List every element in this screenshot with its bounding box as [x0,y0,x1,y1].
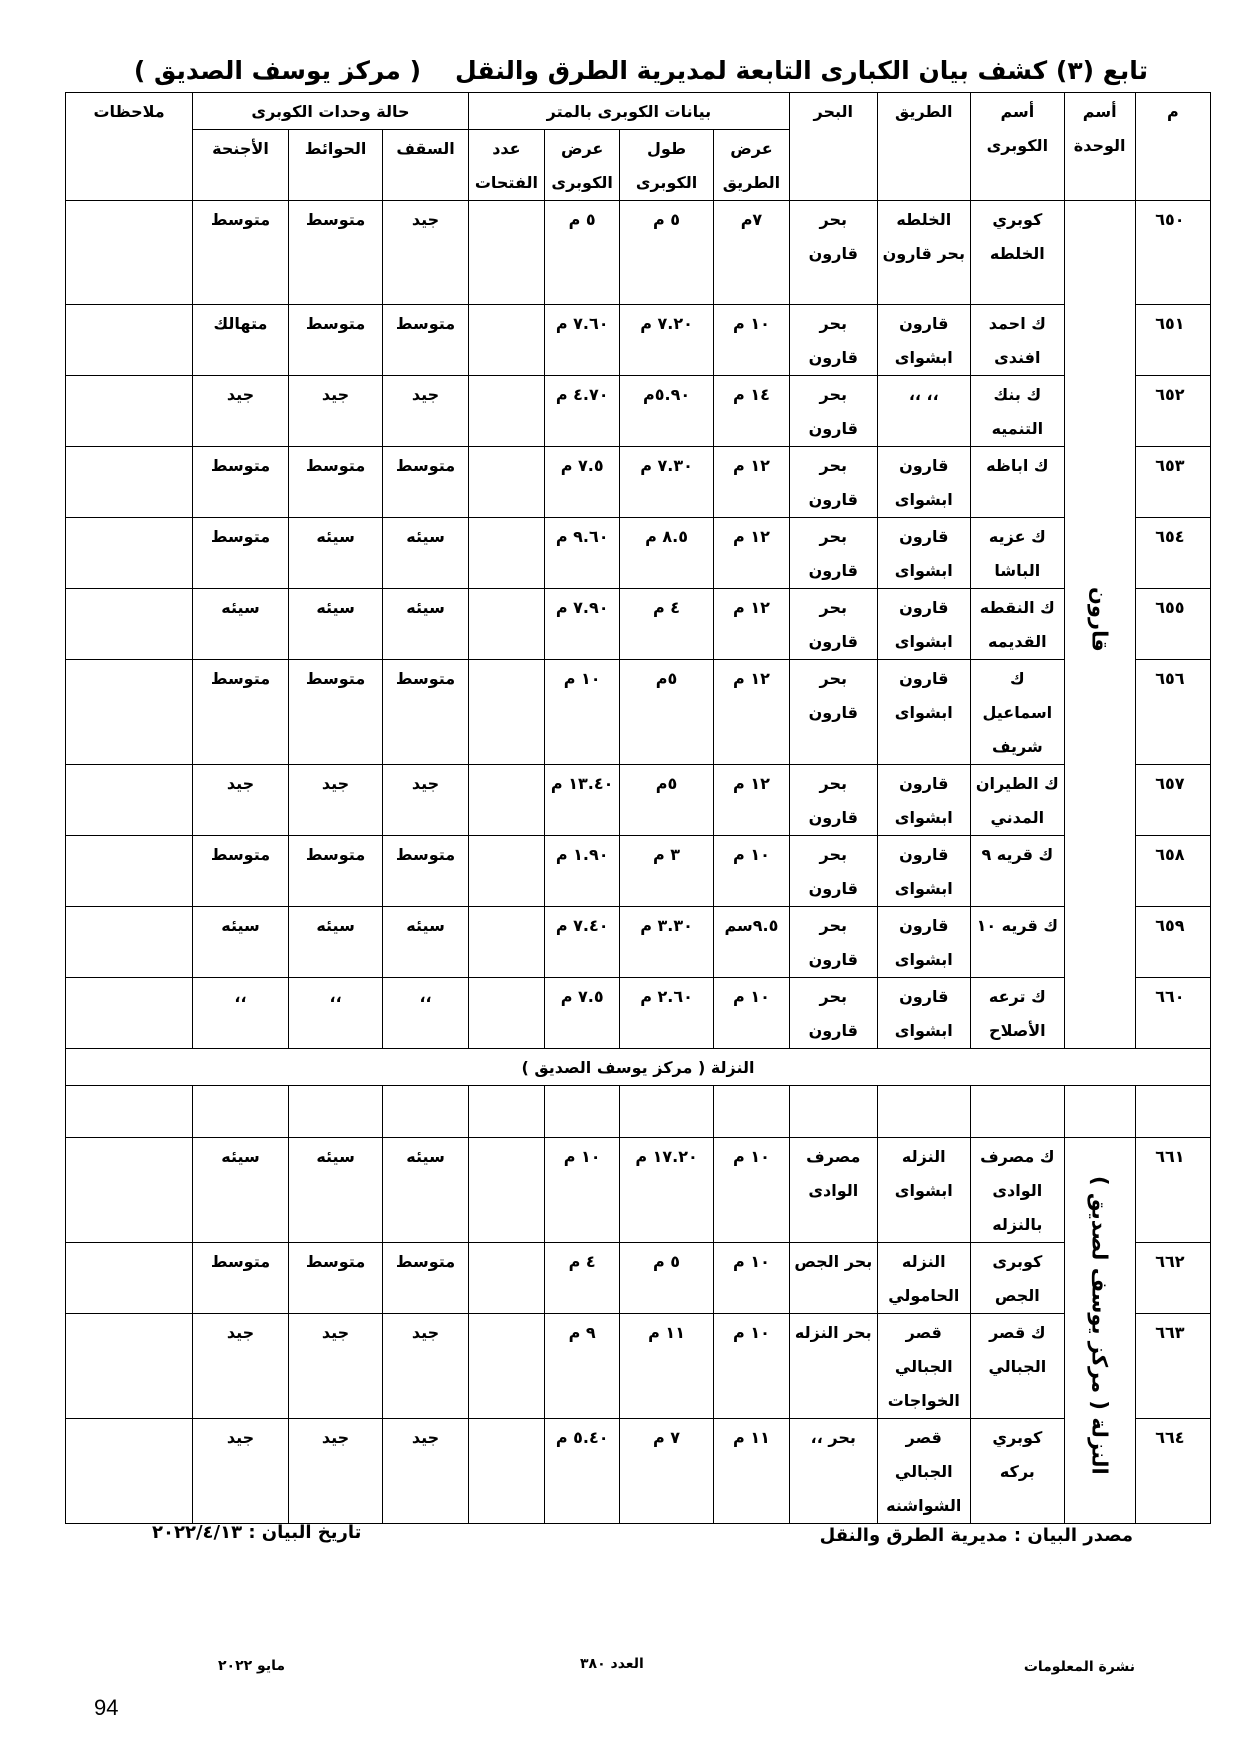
notes-cell [66,589,193,660]
bridge-name-cell: ك قريه ٩ [971,836,1065,907]
sea-name-cell: بحر قارون [790,978,877,1049]
roof-condition-cell: متوسط [383,1243,468,1314]
bridge-length-cell: ٥م [620,765,714,836]
wings-condition-cell: جيد [193,765,289,836]
footer-date: تاريخ البيان : ٢٠٢٢/٤/١٣ [152,1522,362,1543]
openings-cell [468,305,544,376]
title-center: ( مركز يوسف الصديق ) [133,56,422,85]
road-name-cell: قصر الجبالي الخواجات [877,1314,971,1419]
wings-condition-cell: جيد [193,1314,289,1419]
road-name-cell: النزله ابشواى [877,1138,971,1243]
walls-condition-cell: متوسط [288,836,383,907]
header-roof: السقف [383,130,468,201]
notes-cell [66,447,193,518]
bridge-length-cell: ٣.٣٠ م [620,907,714,978]
roof-condition-cell: سيئه [383,907,468,978]
bridge-width-cell: ٤ م [545,1243,620,1314]
road-width-cell: ١٠ م [713,1138,789,1243]
walls-condition-cell: سيئه [288,518,383,589]
roof-condition-cell: جيد [383,1314,468,1419]
notes-cell [66,1243,193,1314]
row-number-cell: ٦٥٠ [1135,201,1210,305]
bridge-width-cell: ١.٩٠ م [545,836,620,907]
road-name-cell: قارون ابشواى [877,660,971,765]
bridge-length-cell: ٧.٣٠ م [620,447,714,518]
road-name-cell: قارون ابشواى [877,447,971,518]
empty-row [66,1086,1211,1138]
table-row [66,1138,1211,1243]
bridge-width-cell: ١٠ م [545,660,620,765]
road-width-cell: ١٠ م [713,1243,789,1314]
row-number-cell: ٦٥٥ [1135,589,1210,660]
row-number-cell: ٦٥١ [1135,305,1210,376]
bridge-length-cell: ١٧.٢٠ م [620,1138,714,1243]
notes-cell [66,1138,193,1243]
bridge-length-cell: ٥ م [620,1243,714,1314]
header-bridge-length: طول الكوبرى [620,130,714,201]
table-row [66,660,1211,765]
roof-condition-cell: سيئه [383,518,468,589]
wings-condition-cell: جيد [193,1419,289,1524]
walls-condition-cell: متوسط [288,447,383,518]
empty-cell [193,1086,289,1138]
bridge-width-cell: ٤.٧٠ م [545,376,620,447]
empty-cell [288,1086,383,1138]
bridge-length-cell: ٢.٦٠ م [620,978,714,1049]
bridge-length-cell: ٣ م [620,836,714,907]
empty-cell [468,1086,544,1138]
bridge-length-cell: ٤ م [620,589,714,660]
empty-cell [66,1086,193,1138]
wings-condition-cell: متوسط [193,1243,289,1314]
sea-name-cell: بحر قارون [790,836,877,907]
header-bridge-width: عرض الكوبرى [545,130,620,201]
openings-cell [468,1138,544,1243]
table-row [66,1243,1211,1314]
bridge-name-cell: ك قريه ١٠ [971,907,1065,978]
sea-name-cell: بحر قارون [790,305,877,376]
walls-condition-cell: متوسط [288,305,383,376]
roof-condition-cell: متوسط [383,305,468,376]
bridge-name-cell: ك بنك التنميه [971,376,1065,447]
bridge-length-cell: ٥م [620,660,714,765]
bridge-width-cell: ٧.٥ م [545,447,620,518]
openings-cell [468,1314,544,1419]
footer-publication: نشرة المعلومات [1023,1659,1135,1675]
walls-condition-cell: جيد [288,376,383,447]
walls-condition-cell: جيد [288,765,383,836]
road-width-cell: ١٠ م [713,978,789,1049]
openings-cell [468,447,544,518]
bridge-width-cell: ٩ م [545,1314,620,1419]
openings-cell [468,907,544,978]
row-number-cell: ٦٥٦ [1135,660,1210,765]
road-width-cell: ١٢ م [713,447,789,518]
header-unit: أسم الوحدة [1064,93,1135,201]
bridge-name-cell: ك اسماعيل شريف [971,660,1065,765]
notes-cell [66,765,193,836]
road-width-cell: ٩.٥سم [713,907,789,978]
sea-name-cell: بحر قارون [790,201,877,305]
header-road: الطريق [877,93,971,201]
walls-condition-cell: متوسط [288,1243,383,1314]
section-title: النزلة ( مركز يوسف الصديق ) [66,1049,1211,1086]
road-name-cell: قصر الجبالي الشواشنه [877,1419,971,1524]
openings-cell [468,660,544,765]
header-row-1 [66,93,1211,130]
bridge-width-cell: ٧.٤٠ م [545,907,620,978]
bridge-width-cell: ٩.٦٠ م [545,518,620,589]
bridge-name-cell: ك قصر الجبالي [971,1314,1065,1419]
empty-cell [877,1086,971,1138]
table-row [66,765,1211,836]
sea-name-cell: بحر الجص [790,1243,877,1314]
walls-condition-cell: جيد [288,1419,383,1524]
sea-name-cell: بحر قارون [790,660,877,765]
footer-month: مايو ٢٠٢٢ [218,1658,286,1674]
walls-condition-cell: متوسط [288,660,383,765]
openings-cell [468,589,544,660]
walls-condition-cell: سيئه [288,1138,383,1243]
unit-cell-qaroun [1064,201,1135,1049]
row-number-cell: ٦٥٩ [1135,907,1210,978]
wings-condition-cell: ،، [193,978,289,1049]
wings-condition-cell: سيئه [193,589,289,660]
sea-name-cell: بحر قارون [790,589,877,660]
table-row [66,589,1211,660]
bridge-length-cell: ٥ م [620,201,714,305]
roof-condition-cell: جيد [383,765,468,836]
bridge-name-cell: كوبري بركه [971,1419,1065,1524]
bridge-length-cell: ٥.٩٠م [620,376,714,447]
header-notes: ملاحظات [66,93,193,201]
footer-issue: العدد ٣٨٠ [580,1656,644,1672]
road-name-cell: قارون ابشواى [877,765,971,836]
openings-cell [468,836,544,907]
bridge-name-cell: ك الطيران المدني [971,765,1065,836]
empty-cell [971,1086,1065,1138]
road-width-cell: ١٠ م [713,836,789,907]
notes-cell [66,1314,193,1419]
notes-cell [66,305,193,376]
openings-cell [468,1419,544,1524]
roof-condition-cell: جيد [383,376,468,447]
header-walls: الحوائط [288,130,383,201]
wings-condition-cell: متوسط [193,660,289,765]
row-number-cell: ٦٦٣ [1135,1314,1210,1419]
row-number-cell: ٦٦٢ [1135,1243,1210,1314]
bridge-name-cell: ك النقطه القديمه [971,589,1065,660]
road-width-cell: ١٠ م [713,305,789,376]
roof-condition-cell: جيد [383,1419,468,1524]
header-road-width: عرض الطريق [713,130,789,201]
table-row [66,305,1211,376]
bridge-name-cell: ك احمد افندى [971,305,1065,376]
row-number-cell: ٦٦١ [1135,1138,1210,1243]
bridge-name-cell: كوبرى الجص [971,1243,1065,1314]
road-name-cell: قارون ابشواى [877,836,971,907]
header-bridge: أسم الكوبرى [971,93,1065,201]
row-number-cell: ٦٦٤ [1135,1419,1210,1524]
road-width-cell: ١٤ م [713,376,789,447]
wings-condition-cell: سيئه [193,907,289,978]
header-wings: الأجنحة [193,130,289,201]
wings-condition-cell: متوسط [193,518,289,589]
table-row [66,447,1211,518]
header-data-group: بيانات الكوبرى بالمتر [468,93,789,130]
wings-condition-cell: جيد [193,376,289,447]
walls-condition-cell: سيئه [288,907,383,978]
road-width-cell: ٧م [713,201,789,305]
bridge-width-cell: ٥ م [545,201,620,305]
row-number-cell: ٦٦٠ [1135,978,1210,1049]
header-openings: عدد الفتحات [468,130,544,201]
walls-condition-cell: متوسط [288,201,383,305]
roof-condition-cell: ،، [383,978,468,1049]
walls-condition-cell: سيئه [288,589,383,660]
sea-name-cell: بحر ،، [790,1419,877,1524]
notes-cell [66,978,193,1049]
table-row [66,978,1211,1049]
table-row [66,907,1211,978]
notes-cell [66,836,193,907]
openings-cell [468,978,544,1049]
row-number-cell: ٦٥٨ [1135,836,1210,907]
wings-condition-cell: سيئه [193,1138,289,1243]
roof-condition-cell: سيئه [383,589,468,660]
bridge-length-cell: ٧ م [620,1419,714,1524]
road-name-cell: قارون ابشواى [877,305,971,376]
page-title [133,56,1148,85]
openings-cell [468,1243,544,1314]
bridge-width-cell: ٧.٩٠ م [545,589,620,660]
sea-name-cell: بحر قارون [790,907,877,978]
road-width-cell: ١٢ م [713,660,789,765]
walls-condition-cell: ،، [288,978,383,1049]
road-width-cell: ١٢ م [713,765,789,836]
header-cond-group: حالة وحدات الكوبرى [193,93,469,130]
empty-cell [713,1086,789,1138]
empty-cell [790,1086,877,1138]
table-row [66,376,1211,447]
road-width-cell: ١٢ م [713,518,789,589]
bridges-table [65,92,1211,1524]
walls-condition-cell: جيد [288,1314,383,1419]
road-name-cell: الخلطه بحر قارون [877,201,971,305]
road-width-cell: ١٠ م [713,1314,789,1419]
roof-condition-cell: جيد [383,201,468,305]
bridge-name-cell: كوبري الخلطه [971,201,1065,305]
road-name-cell: قارون ابشواى [877,907,971,978]
row-number-cell: ٦٥٢ [1135,376,1210,447]
bridge-width-cell: ٥.٤٠ م [545,1419,620,1524]
row-number-cell: ٦٥٤ [1135,518,1210,589]
openings-cell [468,765,544,836]
wings-condition-cell: متهالك [193,305,289,376]
sea-name-cell: بحر قارون [790,376,877,447]
header-sea: البحر [790,93,877,201]
roof-condition-cell: سيئه [383,1138,468,1243]
row-number-cell: ٦٥٧ [1135,765,1210,836]
empty-cell [383,1086,468,1138]
bridge-width-cell: ٧.٦٠ م [545,305,620,376]
sea-name-cell: بحر قارون [790,765,877,836]
empty-cell [1064,1086,1135,1138]
road-name-cell: قارون ابشواى [877,978,971,1049]
openings-cell [468,518,544,589]
section-row [66,1049,1211,1086]
wings-condition-cell: متوسط [193,201,289,305]
table-row [66,518,1211,589]
row-number-cell: ٦٥٣ [1135,447,1210,518]
road-name-cell: قارون ابشواى [877,589,971,660]
sea-name-cell: بحر النزله [790,1314,877,1419]
bridge-name-cell: ك اباظه [971,447,1065,518]
empty-cell [620,1086,714,1138]
bridge-name-cell: ك ترعه الأصلاح [971,978,1065,1049]
road-width-cell: ١١ م [713,1419,789,1524]
sea-name-cell: بحر قارون [790,447,877,518]
road-name-cell: قارون ابشواى [877,518,971,589]
footer-source: مصدر البيان : مديرية الطرق والنقل [819,1525,1133,1546]
wings-condition-cell: متوسط [193,447,289,518]
sea-name-cell: مصرف الوادى [790,1138,877,1243]
unit-label: النزلة ( مركز يوسف لصديق ) [1087,1176,1112,1475]
bridge-width-cell: ١٣.٤٠ م [545,765,620,836]
notes-cell [66,201,193,305]
table-row [66,1314,1211,1419]
road-width-cell: ١٢ م [713,589,789,660]
notes-cell [66,1419,193,1524]
table-row [66,201,1211,305]
road-name-cell: ،، ،، [877,376,971,447]
road-name-cell: النزله الحامولي [877,1243,971,1314]
unit-cell-nazla [1064,1138,1135,1524]
unit-label: قارون [1087,587,1112,652]
openings-cell [468,201,544,305]
table-row [66,1419,1211,1524]
empty-cell [545,1086,620,1138]
title-main: تابع (٣) كشف بيان الكبارى التابعة لمديرية الطرق والنقل [455,56,1148,85]
roof-condition-cell: متوسط [383,447,468,518]
openings-cell [468,376,544,447]
sea-name-cell: بحر قارون [790,518,877,589]
bridge-width-cell: ٧.٥ م [545,978,620,1049]
bridge-length-cell: ٧.٢٠ م [620,305,714,376]
bridge-length-cell: ١١ م [620,1314,714,1419]
bridge-name-cell: ك عزيه الباشا [971,518,1065,589]
notes-cell [66,376,193,447]
wings-condition-cell: متوسط [193,836,289,907]
notes-cell [66,907,193,978]
page-number: 94 [94,1695,119,1720]
header-m: م [1135,93,1210,201]
notes-cell [66,660,193,765]
roof-condition-cell: متوسط [383,836,468,907]
roof-condition-cell: متوسط [383,660,468,765]
notes-cell [66,518,193,589]
bridge-name-cell: ك مصرف الوادى بالنزله [971,1138,1065,1243]
bridge-length-cell: ٨.٥ م [620,518,714,589]
table-row [66,836,1211,907]
bridge-width-cell: ١٠ م [545,1138,620,1243]
empty-cell [1135,1086,1210,1138]
